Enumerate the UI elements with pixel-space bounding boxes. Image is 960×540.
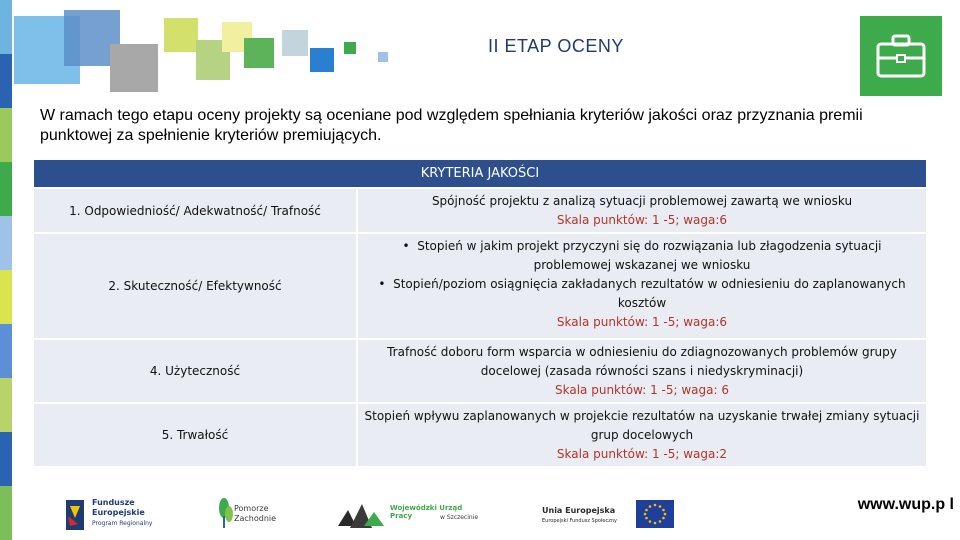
intro-paragraph: W ramach tego etapu oceny projekty są oceniane pod względem spełniania kryteriów jakości oraz przyznania premii punktowej za spełnienie kryteriów premiujących. <box>40 107 863 144</box>
criterion-score: Skala punktów: 1 -5; waga:6 <box>556 315 728 329</box>
bullet-text: Stopień/poziom osiągnięcia zakładanych rezultatów w odniesieniu do zaplanowanych kosztów <box>393 277 906 310</box>
pomorze-line2: Zachodnie <box>234 514 277 523</box>
fe-emblem-icon <box>66 496 88 530</box>
table-row <box>34 187 926 232</box>
criterion-description <box>358 340 926 402</box>
criterion-score: Skala punktów: 1 -5; waga:6 <box>556 213 728 227</box>
fe-line1: Fundusze <box>92 498 135 507</box>
wup-emblem-icon <box>336 496 388 532</box>
criterion-desc-text: Trafność doboru form wsparcia w odniesieniu do zdiagnozowanych problemów grupy docelowej (zasada równości szans i niedyskryminacji) <box>387 345 897 378</box>
criterion-score: Skala punktów: 1 -5; waga: 6 <box>555 383 729 397</box>
decor-square <box>110 44 158 92</box>
wup-line1: Wojewódzki Urząd Pracy <box>390 504 463 520</box>
criterion-name: 4. Użyteczność <box>34 340 356 402</box>
table-row <box>34 338 926 402</box>
criterion-score: Skala punktów: 1 -5; waga:2 <box>556 447 728 461</box>
criterion-description <box>358 234 926 338</box>
table-row <box>34 402 926 466</box>
ue-line2: Europejski Fundusz Społeczny <box>542 518 617 524</box>
bullet-item: • Stopień/poziom osiągnięcia zakładanych rezultatów w odniesieniu do zaplanowanych kosztów <box>378 277 906 310</box>
table-row <box>34 232 926 338</box>
page-title: II ETAP OCENY <box>488 36 624 56</box>
wup-szczecin-logo <box>336 496 486 532</box>
fe-line2: Europejskie <box>92 508 145 517</box>
criterion-description <box>358 404 926 466</box>
unia-europejska-logo <box>540 496 676 532</box>
pomorze-zachodnie-logo <box>214 496 284 532</box>
criterion-desc-text: Stopień wpływu zaplanowanych w projekcie rezultatów na uzyskanie trwałej zmiany sytuacji grup docelowych <box>364 409 920 442</box>
fundusze-europejskie-logo <box>66 496 166 532</box>
criterion-name: 1. Odpowiedniość/ Adekwatność/ Trafność <box>34 189 356 232</box>
bullet-item: • Stopień w jakim projekt przyczyni się do rozwiązania lub złagodzenia sytuacji problemowej wskazanej we wniosku <box>402 239 882 272</box>
fe-line3: Program Regionalny <box>92 520 153 527</box>
bullet-text: Stopień w jakim projekt przyczyni się do rozwiązania lub złagodzenia sytuacji problemowej wskazanej we wniosku <box>417 239 882 272</box>
logos-bar <box>0 488 960 540</box>
criterion-name: 5. Trwałość <box>34 404 356 466</box>
criterion-desc-text: Spójność projektu z analizą sytuacji problemowej zawartą we wniosku <box>431 194 853 208</box>
ue-line1: Unia Europejska <box>542 506 616 515</box>
decor-square <box>244 38 274 68</box>
decor-square <box>378 52 388 62</box>
decor-square <box>310 48 334 72</box>
decor-square <box>164 18 198 52</box>
table-heading: KRYTERIA JAKOŚCI <box>34 160 926 187</box>
website-url[interactable]: www.wup.p l <box>844 496 954 514</box>
criterion-description <box>358 189 926 232</box>
eu-flag-icon <box>636 500 674 528</box>
decor-square <box>282 30 308 56</box>
leaf-icon <box>214 496 236 530</box>
briefcase-icon <box>860 16 942 96</box>
pomorze-line1: Pomorze <box>234 504 269 513</box>
left-color-stripe <box>0 0 12 540</box>
decor-square <box>344 42 356 54</box>
criteria-table <box>34 160 926 466</box>
wup-line2: w Szczecinie <box>440 514 479 521</box>
criterion-name: 2. Skuteczność/ Efektywność <box>34 234 356 338</box>
